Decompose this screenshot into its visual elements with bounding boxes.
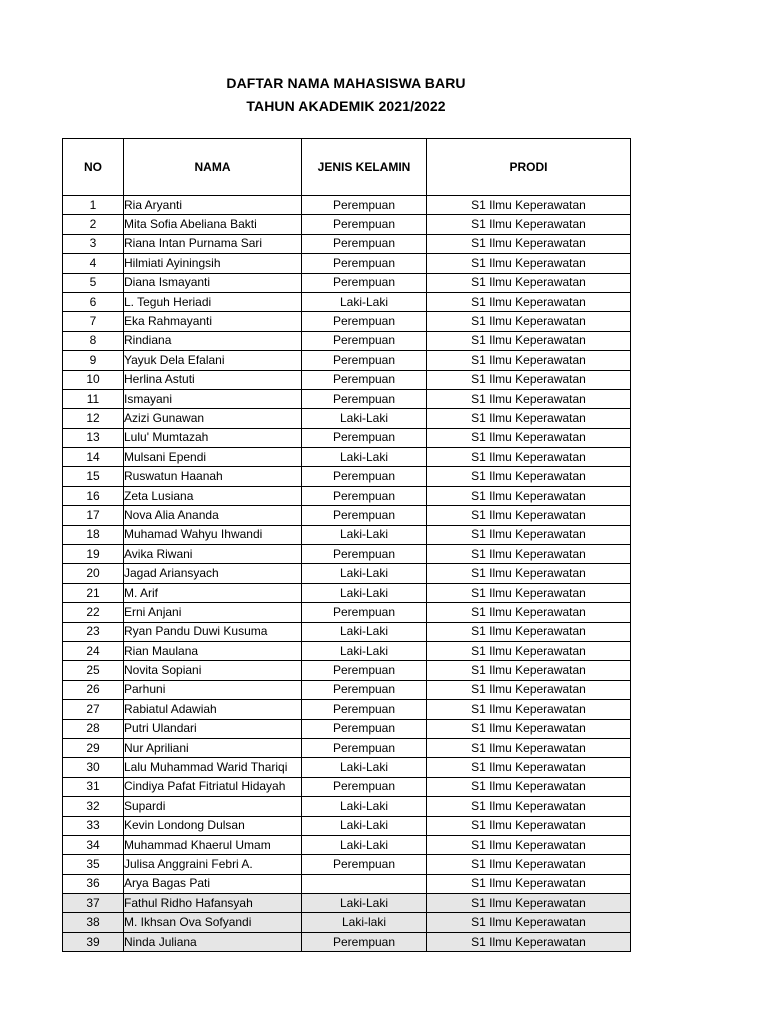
- student-name-cell: Zeta Lusiana: [124, 486, 302, 505]
- student-name-cell: Parhuni: [124, 680, 302, 699]
- gender-cell: Perempuan: [302, 932, 427, 951]
- study-program-cell: S1 Ilmu Keperawatan: [427, 486, 631, 505]
- student-name-cell: Eka Rahmayanti: [124, 312, 302, 331]
- table-row: [63, 467, 631, 486]
- study-program-cell: S1 Ilmu Keperawatan: [427, 428, 631, 447]
- table-row: [63, 855, 631, 874]
- study-program-cell: S1 Ilmu Keperawatan: [427, 797, 631, 816]
- study-program-cell: S1 Ilmu Keperawatan: [427, 525, 631, 544]
- row-number-cell: 15: [63, 467, 124, 486]
- table-row: [63, 564, 631, 583]
- row-number-cell: 6: [63, 292, 124, 311]
- table-row: [63, 448, 631, 467]
- student-name-cell: Rabiatul Adawiah: [124, 700, 302, 719]
- row-number-cell: 27: [63, 700, 124, 719]
- gender-cell: Perempuan: [302, 389, 427, 408]
- study-program-cell: S1 Ilmu Keperawatan: [427, 758, 631, 777]
- gender-cell: Perempuan: [302, 700, 427, 719]
- study-program-cell: S1 Ilmu Keperawatan: [427, 467, 631, 486]
- row-number-cell: 22: [63, 603, 124, 622]
- student-name-cell: Kevin Londong Dulsan: [124, 816, 302, 835]
- table-row: [63, 738, 631, 757]
- gender-cell: Laki-laki: [302, 913, 427, 932]
- study-program-cell: S1 Ilmu Keperawatan: [427, 641, 631, 660]
- table-row: [63, 312, 631, 331]
- gender-cell: Laki-Laki: [302, 292, 427, 311]
- student-name-cell: Hilmiati Ayiningsih: [124, 254, 302, 273]
- gender-cell: Perempuan: [302, 467, 427, 486]
- student-name-cell: Yayuk Dela Efalani: [124, 351, 302, 370]
- gender-cell: Perempuan: [302, 486, 427, 505]
- column-header-no: NO: [63, 139, 124, 196]
- row-number-cell: 39: [63, 932, 124, 951]
- row-number-cell: 2: [63, 215, 124, 234]
- study-program-cell: S1 Ilmu Keperawatan: [427, 312, 631, 331]
- gender-cell: Laki-Laki: [302, 797, 427, 816]
- study-program-cell: S1 Ilmu Keperawatan: [427, 409, 631, 428]
- study-program-cell: S1 Ilmu Keperawatan: [427, 719, 631, 738]
- student-name-cell: L. Teguh Heriadi: [124, 292, 302, 311]
- row-number-cell: 35: [63, 855, 124, 874]
- table-row: [63, 351, 631, 370]
- study-program-cell: S1 Ilmu Keperawatan: [427, 603, 631, 622]
- table-row: [63, 758, 631, 777]
- gender-cell: Laki-Laki: [302, 622, 427, 641]
- student-name-cell: Rindiana: [124, 331, 302, 350]
- gender-cell: Perempuan: [302, 545, 427, 564]
- table-row: [63, 680, 631, 699]
- gender-cell: Laki-Laki: [302, 816, 427, 835]
- study-program-cell: S1 Ilmu Keperawatan: [427, 215, 631, 234]
- student-name-cell: Ruswatun Haanah: [124, 467, 302, 486]
- student-name-cell: Riana Intan Purnama Sari: [124, 234, 302, 253]
- table-header-row: [63, 139, 631, 196]
- study-program-cell: S1 Ilmu Keperawatan: [427, 835, 631, 854]
- student-name-cell: Nur Apriliani: [124, 738, 302, 757]
- gender-cell: Perempuan: [302, 777, 427, 796]
- row-number-cell: 18: [63, 525, 124, 544]
- student-name-cell: Ria Aryanti: [124, 196, 302, 215]
- student-name-cell: M. Arif: [124, 583, 302, 602]
- table-row: [63, 777, 631, 796]
- column-header-prodi: PRODI: [427, 139, 631, 196]
- row-number-cell: 3: [63, 234, 124, 253]
- student-name-cell: Ismayani: [124, 389, 302, 408]
- study-program-cell: S1 Ilmu Keperawatan: [427, 816, 631, 835]
- study-program-cell: S1 Ilmu Keperawatan: [427, 331, 631, 350]
- table-row: [63, 622, 631, 641]
- row-number-cell: 37: [63, 894, 124, 913]
- row-number-cell: 25: [63, 661, 124, 680]
- gender-cell: Laki-Laki: [302, 758, 427, 777]
- gender-cell: Laki-Laki: [302, 564, 427, 583]
- table-row: [63, 215, 631, 234]
- table-row: [63, 273, 631, 292]
- gender-cell: Perempuan: [302, 234, 427, 253]
- student-name-cell: Novita Sopiani: [124, 661, 302, 680]
- table-row: [63, 816, 631, 835]
- study-program-cell: S1 Ilmu Keperawatan: [427, 564, 631, 583]
- student-name-cell: Cindiya Pafat Fitriatul Hidayah: [124, 777, 302, 796]
- row-number-cell: 19: [63, 545, 124, 564]
- row-number-cell: 28: [63, 719, 124, 738]
- study-program-cell: S1 Ilmu Keperawatan: [427, 273, 631, 292]
- gender-cell: Perempuan: [302, 215, 427, 234]
- table-row: [63, 874, 631, 893]
- row-number-cell: 7: [63, 312, 124, 331]
- gender-cell: Laki-Laki: [302, 525, 427, 544]
- column-header-jenis-kelamin: JENIS KELAMIN: [302, 139, 427, 196]
- table-row: [63, 234, 631, 253]
- table-row: [63, 389, 631, 408]
- row-number-cell: 29: [63, 738, 124, 757]
- study-program-cell: S1 Ilmu Keperawatan: [427, 874, 631, 893]
- study-program-cell: S1 Ilmu Keperawatan: [427, 545, 631, 564]
- table-row: [63, 506, 631, 525]
- student-name-cell: Ryan Pandu Duwi Kusuma: [124, 622, 302, 641]
- row-number-cell: 16: [63, 486, 124, 505]
- row-number-cell: 38: [63, 913, 124, 932]
- student-name-cell: Supardi: [124, 797, 302, 816]
- gender-cell: Laki-Laki: [302, 641, 427, 660]
- gender-cell: Perempuan: [302, 506, 427, 525]
- table-row: [63, 797, 631, 816]
- student-name-cell: Muhamad Wahyu Ihwandi: [124, 525, 302, 544]
- table-row: [63, 409, 631, 428]
- student-name-cell: Arya Bagas Pati: [124, 874, 302, 893]
- study-program-cell: S1 Ilmu Keperawatan: [427, 777, 631, 796]
- student-name-cell: Lalu Muhammad Warid Thariqi: [124, 758, 302, 777]
- gender-cell: Perempuan: [302, 351, 427, 370]
- row-number-cell: 17: [63, 506, 124, 525]
- gender-cell: Perempuan: [302, 196, 427, 215]
- table-row: [63, 932, 631, 951]
- gender-cell: Perempuan: [302, 719, 427, 738]
- table-row: [63, 331, 631, 350]
- document-subtitle: TAHUN AKADEMIK 2021/2022: [246, 98, 446, 114]
- gender-cell: Perempuan: [302, 370, 427, 389]
- student-name-cell: M. Ikhsan Ova Sofyandi: [124, 913, 302, 932]
- study-program-cell: S1 Ilmu Keperawatan: [427, 234, 631, 253]
- student-name-cell: Putri Ulandari: [124, 719, 302, 738]
- table-row: [63, 661, 631, 680]
- student-name-cell: Avika Riwani: [124, 545, 302, 564]
- row-number-cell: 23: [63, 622, 124, 641]
- row-number-cell: 36: [63, 874, 124, 893]
- gender-cell: Perempuan: [302, 273, 427, 292]
- study-program-cell: S1 Ilmu Keperawatan: [427, 292, 631, 311]
- row-number-cell: 11: [63, 389, 124, 408]
- study-program-cell: S1 Ilmu Keperawatan: [427, 680, 631, 699]
- gender-cell: Perempuan: [302, 738, 427, 757]
- row-number-cell: 34: [63, 835, 124, 854]
- gender-cell: Perempuan: [302, 254, 427, 273]
- row-number-cell: 12: [63, 409, 124, 428]
- study-program-cell: S1 Ilmu Keperawatan: [427, 389, 631, 408]
- table-row: [63, 583, 631, 602]
- student-name-cell: Fathul Ridho Hafansyah: [124, 894, 302, 913]
- row-number-cell: 31: [63, 777, 124, 796]
- study-program-cell: S1 Ilmu Keperawatan: [427, 351, 631, 370]
- student-table: [62, 138, 631, 952]
- document-title: DAFTAR NAMA MAHASISWA BARU: [226, 75, 466, 91]
- table-row: [63, 913, 631, 932]
- row-number-cell: 20: [63, 564, 124, 583]
- gender-cell: Perempuan: [302, 680, 427, 699]
- table-row: [63, 254, 631, 273]
- gender-cell: [302, 874, 427, 893]
- table-row: [63, 486, 631, 505]
- row-number-cell: 26: [63, 680, 124, 699]
- table-row: [63, 603, 631, 622]
- gender-cell: Perempuan: [302, 661, 427, 680]
- table-row: [63, 292, 631, 311]
- row-number-cell: 32: [63, 797, 124, 816]
- row-number-cell: 5: [63, 273, 124, 292]
- study-program-cell: S1 Ilmu Keperawatan: [427, 196, 631, 215]
- student-name-cell: Erni Anjani: [124, 603, 302, 622]
- student-name-cell: Herlina Astuti: [124, 370, 302, 389]
- row-number-cell: 21: [63, 583, 124, 602]
- student-name-cell: Nova Alia Ananda: [124, 506, 302, 525]
- row-number-cell: 14: [63, 448, 124, 467]
- study-program-cell: S1 Ilmu Keperawatan: [427, 932, 631, 951]
- student-name-cell: Lulu' Mumtazah: [124, 428, 302, 447]
- gender-cell: Perempuan: [302, 855, 427, 874]
- student-name-cell: Azizi Gunawan: [124, 409, 302, 428]
- study-program-cell: S1 Ilmu Keperawatan: [427, 738, 631, 757]
- gender-cell: Laki-Laki: [302, 894, 427, 913]
- row-number-cell: 10: [63, 370, 124, 389]
- study-program-cell: S1 Ilmu Keperawatan: [427, 661, 631, 680]
- table-row: [63, 370, 631, 389]
- row-number-cell: 1: [63, 196, 124, 215]
- table-row: [63, 641, 631, 660]
- row-number-cell: 8: [63, 331, 124, 350]
- study-program-cell: S1 Ilmu Keperawatan: [427, 913, 631, 932]
- row-number-cell: 30: [63, 758, 124, 777]
- gender-cell: Perempuan: [302, 603, 427, 622]
- study-program-cell: S1 Ilmu Keperawatan: [427, 506, 631, 525]
- row-number-cell: 24: [63, 641, 124, 660]
- table-row: [63, 894, 631, 913]
- gender-cell: Perempuan: [302, 428, 427, 447]
- table-row: [63, 719, 631, 738]
- gender-cell: Laki-Laki: [302, 409, 427, 428]
- row-number-cell: 33: [63, 816, 124, 835]
- student-name-cell: Mita Sofia Abeliana Bakti: [124, 215, 302, 234]
- gender-cell: Perempuan: [302, 312, 427, 331]
- student-name-cell: Julisa Anggraini Febri A.: [124, 855, 302, 874]
- study-program-cell: S1 Ilmu Keperawatan: [427, 855, 631, 874]
- gender-cell: Laki-Laki: [302, 448, 427, 467]
- table-row: [63, 525, 631, 544]
- table-row: [63, 545, 631, 564]
- table-row: [63, 196, 631, 215]
- gender-cell: Perempuan: [302, 331, 427, 350]
- study-program-cell: S1 Ilmu Keperawatan: [427, 622, 631, 641]
- study-program-cell: S1 Ilmu Keperawatan: [427, 448, 631, 467]
- study-program-cell: S1 Ilmu Keperawatan: [427, 894, 631, 913]
- study-program-cell: S1 Ilmu Keperawatan: [427, 370, 631, 389]
- table-row: [63, 700, 631, 719]
- student-name-cell: Ninda Juliana: [124, 932, 302, 951]
- row-number-cell: 9: [63, 351, 124, 370]
- gender-cell: Laki-Laki: [302, 583, 427, 602]
- table-row: [63, 428, 631, 447]
- study-program-cell: S1 Ilmu Keperawatan: [427, 583, 631, 602]
- student-name-cell: Mulsani Ependi: [124, 448, 302, 467]
- student-name-cell: Diana Ismayanti: [124, 273, 302, 292]
- study-program-cell: S1 Ilmu Keperawatan: [427, 254, 631, 273]
- table-row: [63, 835, 631, 854]
- student-name-cell: Jagad Ariansyach: [124, 564, 302, 583]
- gender-cell: Laki-Laki: [302, 835, 427, 854]
- row-number-cell: 4: [63, 254, 124, 273]
- column-header-nama: NAMA: [124, 139, 302, 196]
- row-number-cell: 13: [63, 428, 124, 447]
- study-program-cell: S1 Ilmu Keperawatan: [427, 700, 631, 719]
- student-name-cell: Muhammad Khaerul Umam: [124, 835, 302, 854]
- student-name-cell: Rian Maulana: [124, 641, 302, 660]
